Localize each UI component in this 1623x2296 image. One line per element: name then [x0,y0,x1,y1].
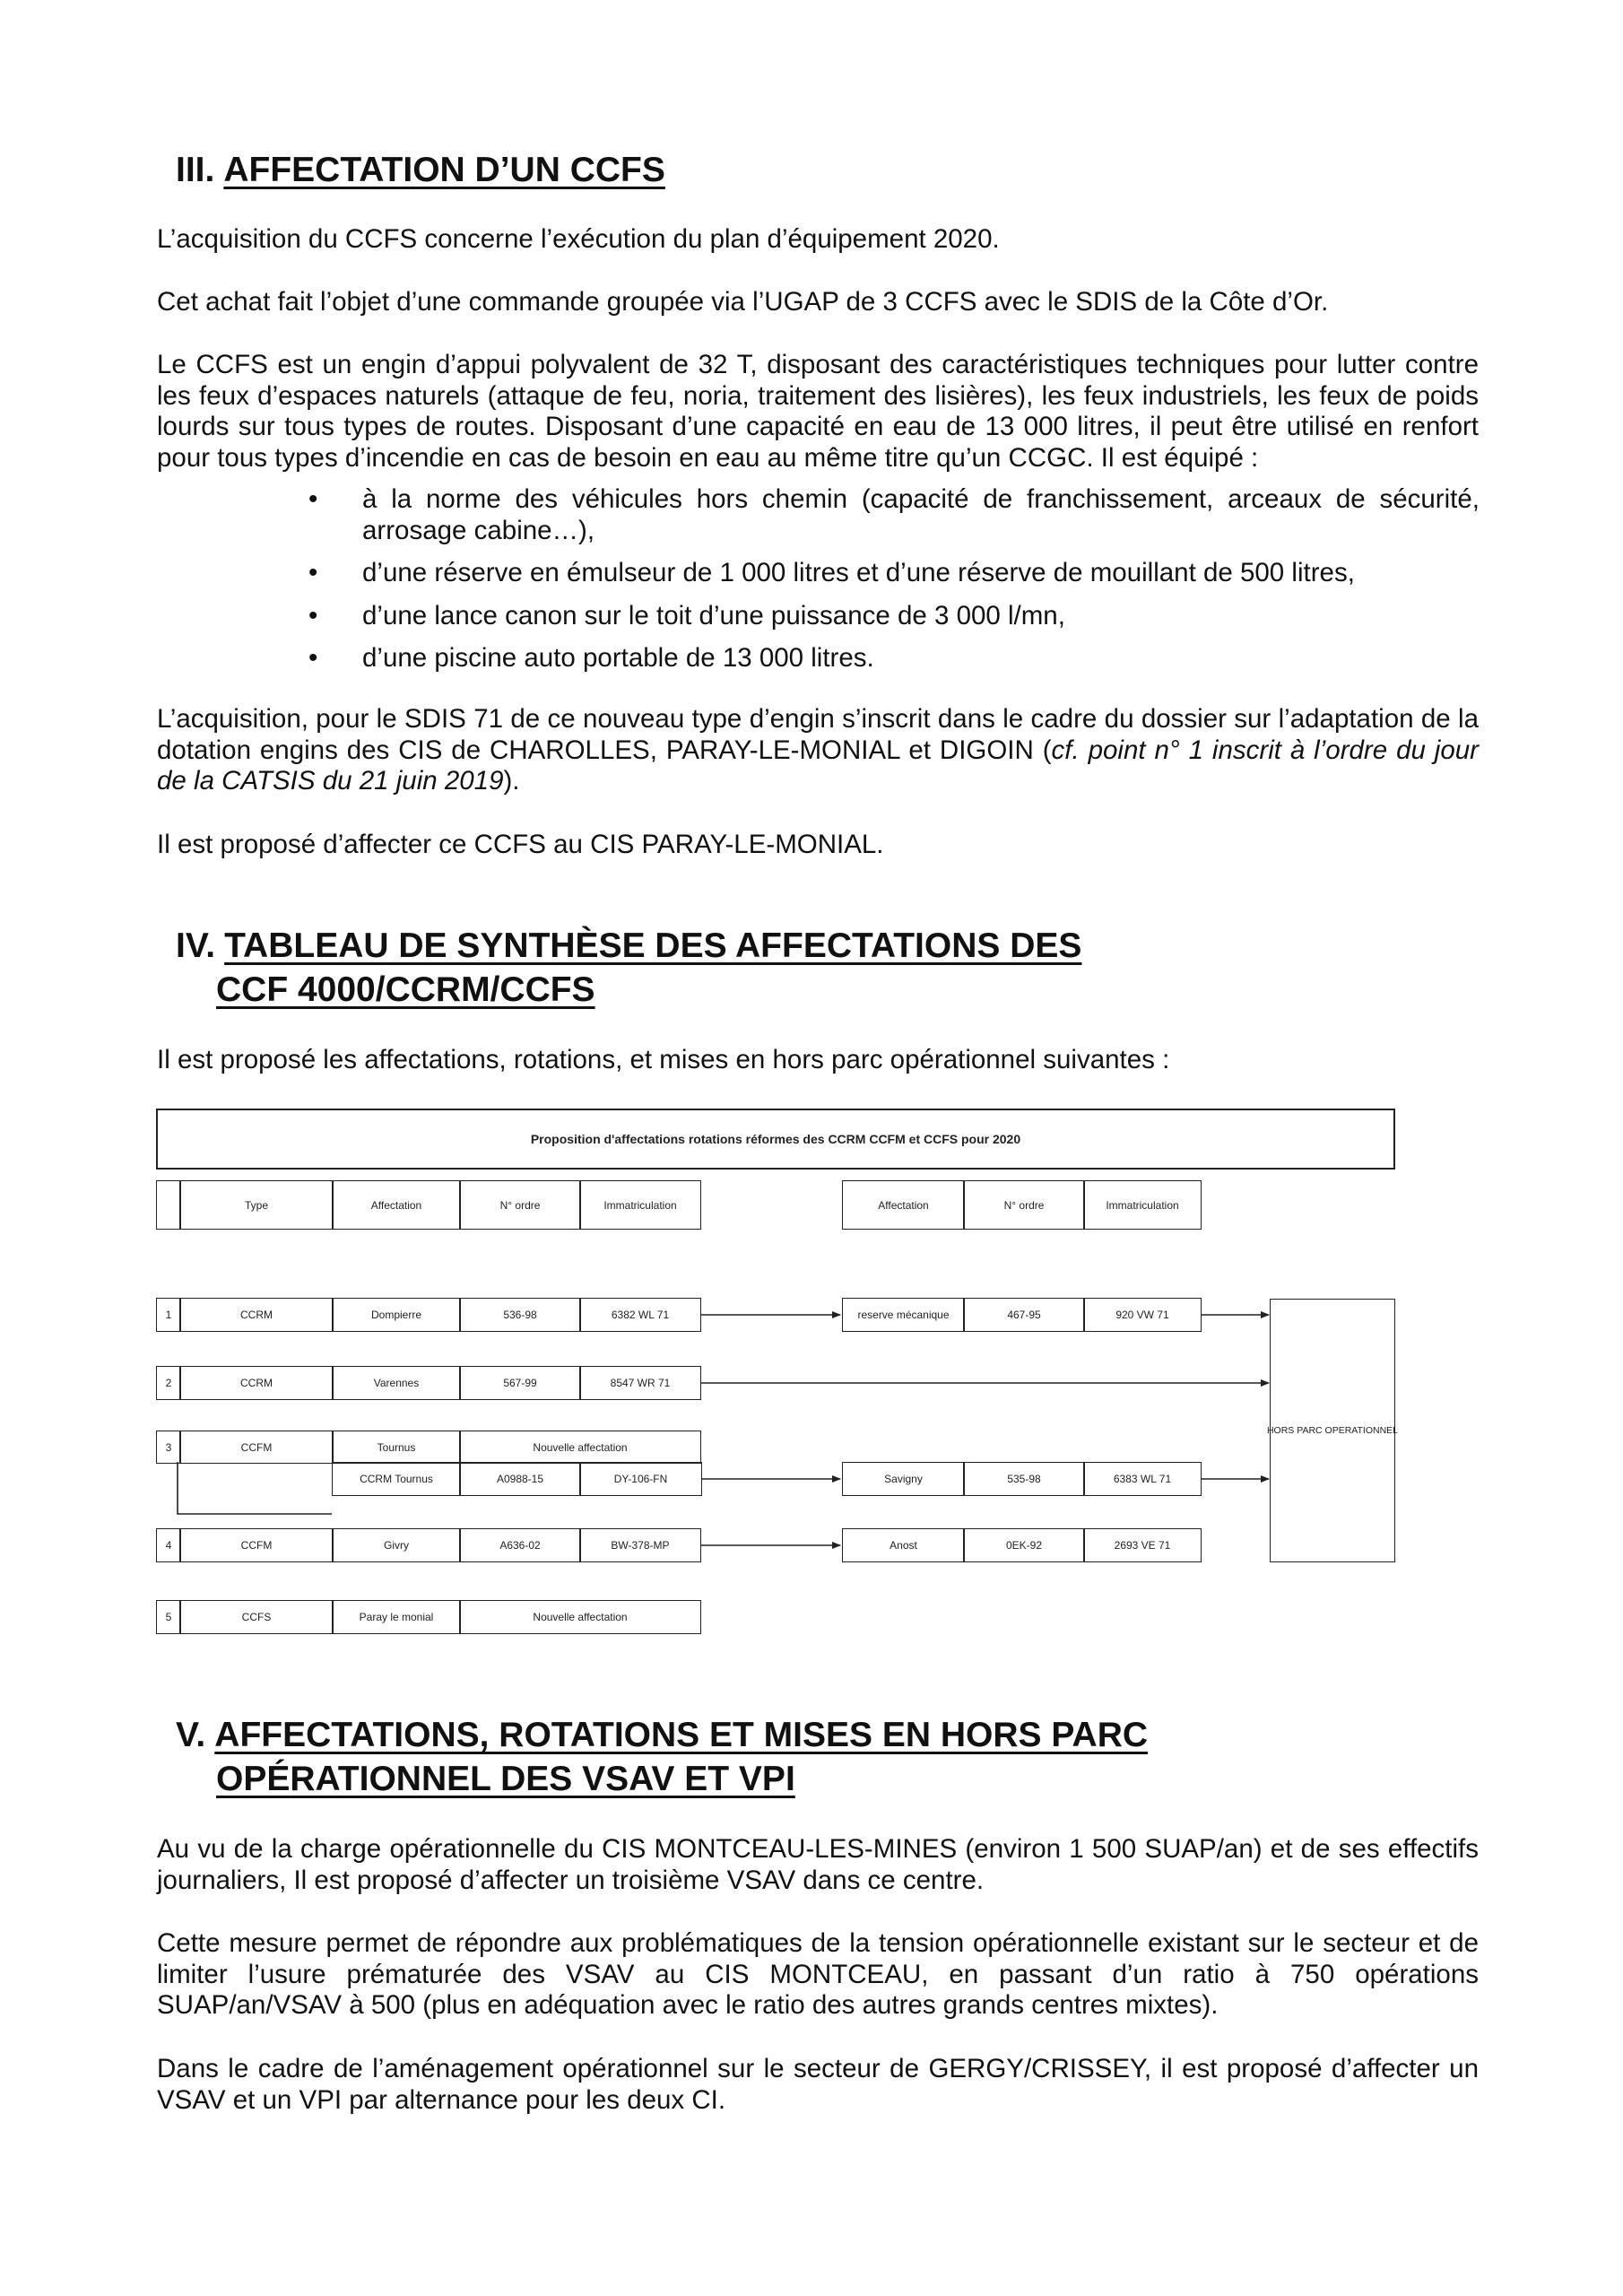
list-item: • d’une réserve en émulseur de 1 000 litres et d’une réserve de mouillant de 500 litres, [308,558,1355,587]
row-affectation: Givry [332,1528,461,1562]
bullet-icon: • [308,484,318,514]
header-affectation: Affectation [332,1180,461,1230]
diagram-title: Proposition d'affectations rotations réformes des CCRM CCFM et CCFS pour 2020 [156,1109,1395,1170]
section-title-line1: TABLEAU DE SYNTHÈSE DES AFFECTATIONS DES [224,926,1082,965]
section-number: V. [176,1716,206,1754]
dest-immat: 920 VW 71 [1083,1298,1202,1332]
row-number: 2 [156,1366,181,1400]
sub-ordre: A0988-15 [459,1462,581,1496]
dest-immat: 6383 WL 71 [1083,1462,1202,1496]
section-title-line2: CCF 4000/CCRM/CCFS [216,970,595,1009]
dest-affectation: Savigny [842,1462,965,1496]
row-type: CCFM [179,1431,334,1464]
row-number: 4 [156,1528,181,1562]
paragraph: Cet achat fait l’objet d’une commande groupée via l’UGAP de 3 CCFS avec le SDIS de la Côte d’Or. [157,287,1329,317]
paragraph: Cette mesure permet de répondre aux problématiques de la tension opérationnelle existant sur le secteur et de limiter l’usure prématurée des VSAV au CIS MONTCEAU, en passant d’un ratio à 750 opérations SUAP/an/VSAV à 500 (plus en adéquation avec le ratio des autres grands centres mixtes). [157,1928,1479,2020]
paragraph: L’acquisition, pour le SDIS 71 de ce nouveau type d’engin s’inscrit dans le cadre du dossier sur l’adaptation de la dotation engins des CIS de CHAROLLES, PARAY-LE-MONIAL et DIGOIN (cf. point n° 1 inscrit à l’ordre du jour de la CATSIS du 21 juin 2019). [157,704,1479,796]
row-immat: BW-378-MP [579,1528,701,1562]
header-ordre: N° ordre [459,1180,581,1230]
row-ordre: 567-99 [459,1366,581,1400]
paragraph: Il est proposé les affectations, rotations, et mises en hors parc opérationnel suivantes : [157,1045,1170,1074]
row-affectation: Varennes [332,1366,461,1400]
section-5-heading [176,1713,1469,1801]
row-affectation: Tournus [332,1431,461,1464]
row-number: 1 [156,1298,181,1332]
header-ordre: N° ordre [963,1180,1085,1230]
row-immat: 6382 WL 71 [579,1298,701,1332]
row-ordre: 536-98 [459,1298,581,1332]
row-number: 5 [156,1600,181,1634]
connector-row3-sub [178,1462,332,1514]
bullet-icon: • [308,558,318,587]
dest-affectation: reserve mécanique [842,1298,965,1332]
section-number: IV. [176,926,216,965]
sub-affectation: CCRM Tournus [332,1462,461,1496]
header-immatriculation: Immatriculation [1083,1180,1202,1230]
paragraph: Au vu de la charge opérationnelle du CIS MONTCEAU-LES-MINES (environ 1 500 SUAP/an) et de ses effectifs journaliers, Il est proposé d’affecter un troisième VSAV dans ce centre. [157,1834,1479,1895]
header-immatriculation: Immatriculation [579,1180,701,1230]
dest-ordre: 535-98 [963,1462,1085,1496]
dest-immat: 2693 VE 71 [1083,1528,1202,1562]
header-cell [156,1180,181,1230]
list-item: • d’une lance canon sur le toit d’une puissance de 3 000 l/mn, [308,600,1065,631]
row-nouvelle-affectation: Nouvelle affectation [459,1600,701,1634]
row-type: CCRM [179,1298,334,1332]
bullet-icon: • [308,643,318,673]
sub-immat: DY-106-FN [579,1462,702,1496]
header-affectation: Affectation [842,1180,965,1230]
section-title-line2: OPÉRATIONNEL DES VSAV ET VPI [216,1760,795,1798]
row-type: CCRM [179,1366,334,1400]
dest-affectation: Anost [842,1528,965,1562]
list-item: • d’une piscine auto portable de 13 000 litres. [308,643,874,673]
section-title-line1: AFFECTATIONS, ROTATIONS ET MISES EN HORS PARC [214,1716,1149,1754]
section-number: III. [176,151,215,189]
row-ordre: A636-02 [459,1528,581,1562]
row-immat: 8547 WR 71 [579,1366,701,1400]
row-type: CCFS [179,1600,334,1634]
section-title: AFFECTATION D’UN CCFS [223,151,665,189]
bullet-icon: • [308,600,318,631]
paragraph: Le CCFS est un engin d’appui polyvalent de 32 T, disposant des caractéristiques techniques pour lutter contre les feux d’espaces naturels (attaque de feu, noria, traitement des lisières), les feux industriels, les feux de poids lourds sur tous types de routes. Disposant d’une capacité en eau de 13 000 litres, il peut être utilisé en renfort pour tous types d’incendie en cas de besoin en eau au même titre qu’un CCGC. Il est équipé : [157,350,1479,473]
dest-ordre: 0EK-92 [963,1528,1085,1562]
row-number: 3 [156,1431,181,1464]
list-item: • à la norme des véhicules hors chemin (capacité de franchissement, arceaux de sécurité, arrosage cabine…), [308,484,1480,545]
row-affectation: Paray le monial [332,1600,461,1634]
hors-parc-box: HORS PARC OPERATIONNEL [1270,1299,1395,1562]
paragraph: Il est proposé d’affecter ce CCFS au CIS PARAY-LE-MONIAL. [157,830,884,859]
reference-note: cf. point n° 1 inscrit à l’ordre du jour de la CATSIS du 21 juin 2019 [157,735,1479,796]
dest-ordre: 467-95 [963,1298,1085,1332]
header-type: Type [179,1180,334,1230]
paragraph: L’acquisition du CCFS concerne l’exécution du plan d’équipement 2020. [157,224,1000,254]
row-type: CCFM [179,1528,334,1562]
row-nouvelle-affectation: Nouvelle affectation [459,1431,701,1464]
paragraph: Dans le cadre de l’aménagement opérationnel sur le secteur de GERGY/CRISSEY, il est proposé d’affecter un VSAV et un VPI par alternance pour les deux CI. [157,2054,1479,2115]
row-affectation: Dompierre [332,1298,461,1332]
